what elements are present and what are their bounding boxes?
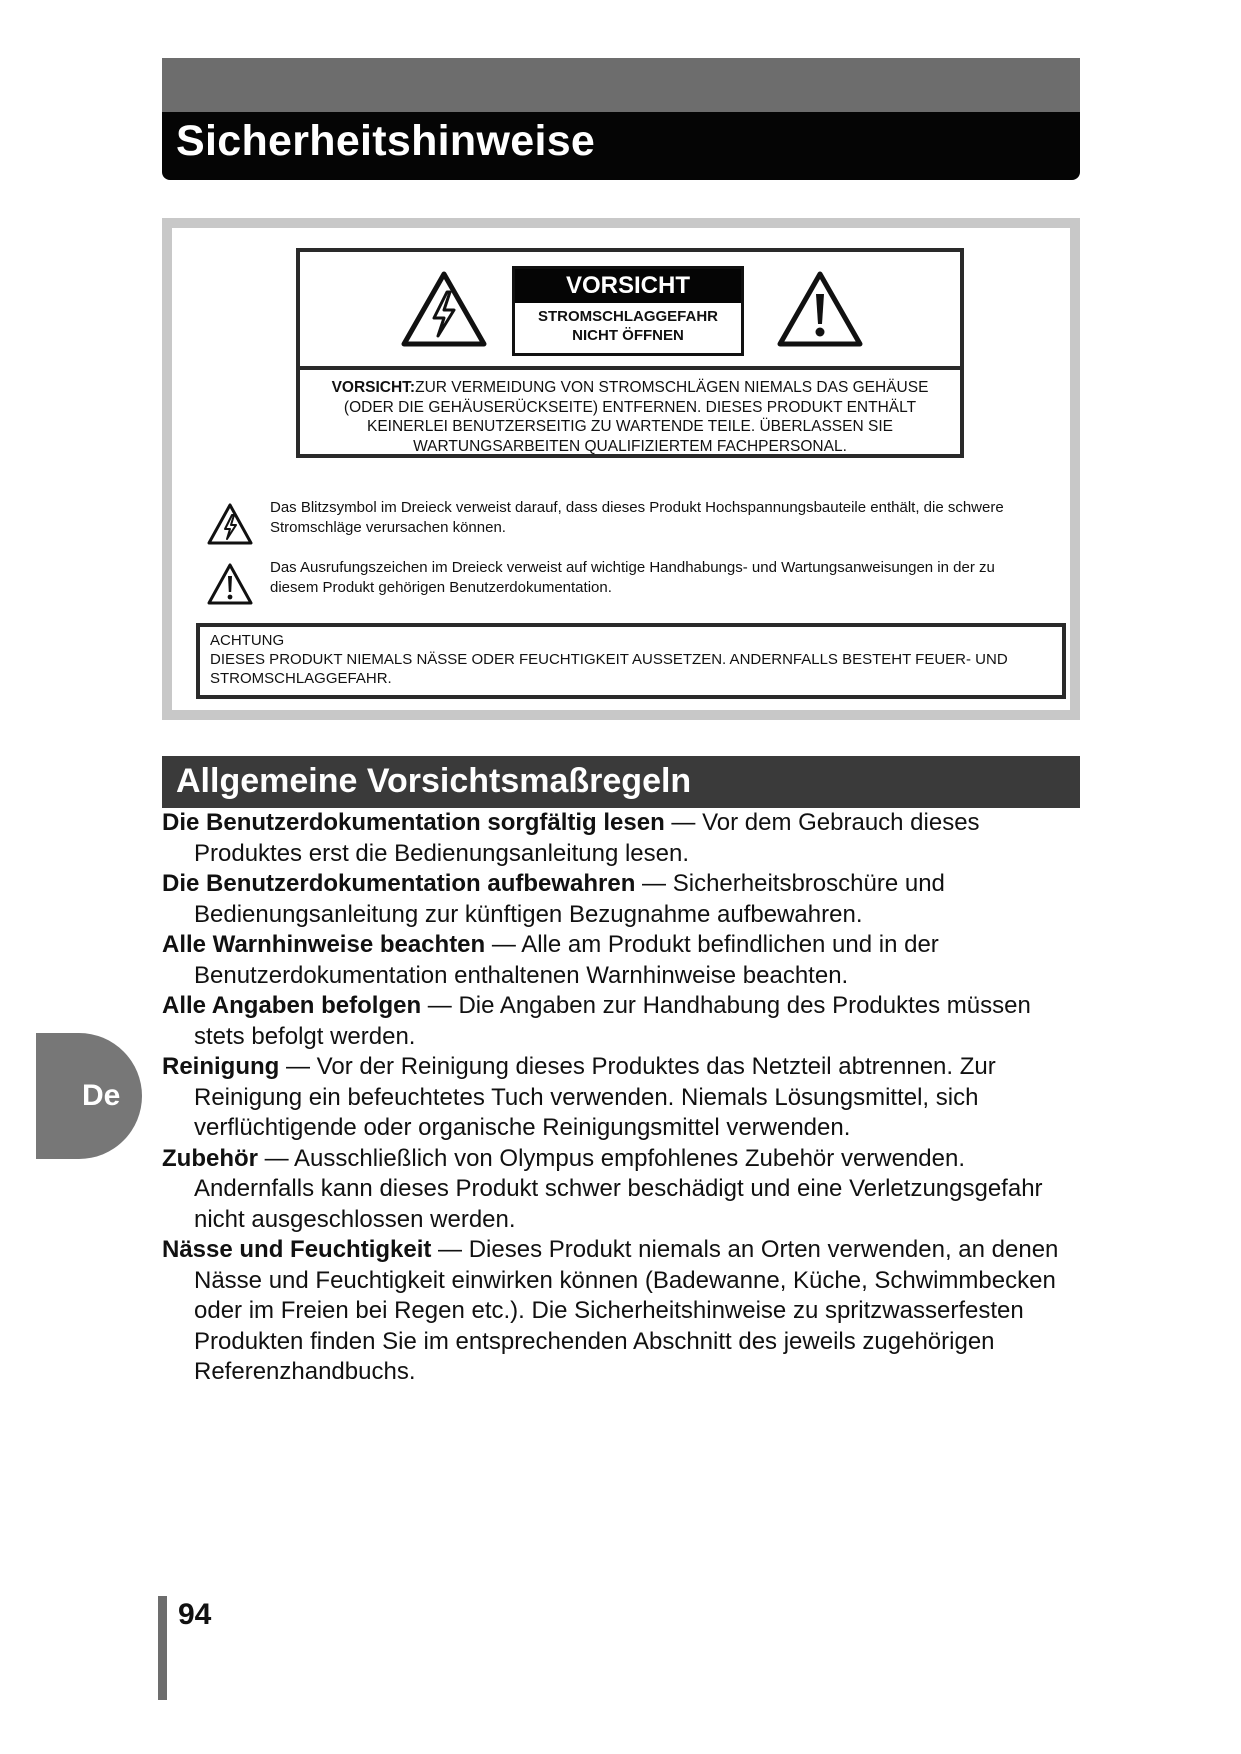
- lightning-explanation-text: Das Blitzsymbol im Dreieck verweist darauf, dass dieses Produkt Hochspannungsbauteile enthält, die schwere Stromschläge verursachen können.: [270, 499, 1004, 536]
- vorsicht-subtitle-line-2: NICHT ÖFFNEN: [572, 327, 684, 344]
- item-text: — Sicherheitsbroschüre und Bedienungsanleitung zur künftigen Bezugnahme aufbewahren.: [194, 870, 945, 928]
- list-item: [162, 869, 1082, 930]
- caution-text: [310, 378, 950, 456]
- section-title: Allgemeine Vorsichtsmaßregeln: [176, 762, 692, 800]
- caution-line-1: [310, 378, 950, 398]
- warning-frame: [162, 218, 1080, 720]
- section-header: [162, 756, 1080, 808]
- item-text: — Vor der Reinigung dieses Produktes das Netzteil abtrennen. Zur Reinigung ein befeuchtetes Tuch verwenden. Niemals Lösungsmittel, sich verflüchtigende oder organische Reinigungsmittel verwenden.: [194, 1053, 996, 1141]
- language-tab: [36, 1033, 142, 1159]
- item-lead: Reinigung: [162, 1053, 280, 1080]
- page-title: Sicherheitshinweise: [176, 117, 596, 165]
- achtung-title: ACHTUNG: [210, 632, 285, 649]
- item-text: — Dieses Produkt niemals an Orten verwenden, an denen Nässe und Feuchtigkeit einwirken können (Badewanne, Küche, Schwimmbecken oder im Freien bei Regen etc.). Die Sicherheitshinweise zu spritzwasserfesten Produkten finden Sie im entsprechenden Abschnitt des jeweils zugehörigen Referenzhandbuchs.: [194, 1236, 1059, 1385]
- caution-box: [296, 248, 964, 458]
- item-text: — Vor dem Gebrauch dieses Produktes erst die Bedienungsanleitung lesen.: [194, 809, 980, 867]
- item-text: — Ausschließlich von Olympus empfohlenes Zubehör verwenden. Andernfalls kann dieses Produkt schwer beschädigt und eine Verletzungsgefahr nicht ausgeschlossen werden.: [194, 1144, 1043, 1233]
- list-item: [162, 1052, 1082, 1144]
- list-item: [162, 808, 1082, 869]
- precautions-list: [162, 808, 1082, 1388]
- caution-lead: VORSICHT:: [331, 379, 416, 396]
- caution-top: [300, 252, 960, 370]
- small-lightning-icon: [206, 502, 254, 546]
- list-item: [162, 930, 1082, 991]
- list-item: [162, 1144, 1082, 1236]
- exclamation-explanation-text: Das Ausrufungszeichen im Dreieck verweist auf wichtige Handhabungs- und Wartungsanweisungen in der zu diesem Produkt gehörigen Benutzerdokumentation.: [270, 559, 995, 596]
- vorsicht-subtitle-line-1: STROMSCHLAGGEFAHR: [538, 308, 718, 325]
- header-gray-band: [162, 58, 1080, 112]
- page-number-bar: [158, 1596, 167, 1700]
- vorsicht-label: [512, 266, 744, 356]
- vorsicht-title: VORSICHT: [515, 269, 741, 303]
- item-lead: Nässe und Feuchtigkeit: [162, 1236, 432, 1263]
- list-item: [162, 991, 1082, 1052]
- list-item: [162, 1235, 1082, 1388]
- vorsicht-subtitle: [515, 303, 741, 345]
- item-lead: Alle Angaben befolgen: [162, 992, 422, 1019]
- caution-line-2: (ODER DIE GEHÄUSERÜCKSEITE) ENTFERNEN. DIESES PRODUKT ENTHÄLT: [343, 398, 917, 416]
- caution-line-1-text: ZUR VERMEIDUNG VON STROMSCHLÄGEN NIEMALS DAS GEHÄUSE: [415, 379, 929, 396]
- language-tab-label: De: [82, 1079, 121, 1112]
- small-exclamation-icon: [206, 562, 254, 606]
- exclamation-warning-icon: [776, 270, 864, 348]
- warning-inner: [172, 228, 1070, 710]
- item-lead: Die Benutzerdokumentation sorgfältig lesen: [162, 809, 665, 836]
- item-text: — Alle am Produkt befindlichen und in der Benutzerdokumentation enthaltenen Warnhinweise beachten.: [194, 931, 939, 989]
- achtung-text: DIESES PRODUKT NIEMALS NÄSSE ODER FEUCHTIGKEIT AUSSETZEN. ANDERNFALLS BESTEHT FEUER- UND STROMSCHLAGGEFAHR.: [210, 651, 1008, 687]
- item-lead: Alle Warnhinweise beachten: [162, 931, 486, 958]
- item-lead: Zubehör: [162, 1144, 258, 1172]
- caution-line-3: KEINERLEI BENUTZERSEITIG ZU WARTENDE TEILE. ÜBERLASSEN SIE: [367, 418, 893, 435]
- achtung-box: [196, 623, 1066, 699]
- item-lead: Die Benutzerdokumentation aufbewahren: [162, 870, 636, 897]
- caution-line-4: WARTUNGSARBEITEN QUALIFIZIERTEM FACHPERSONAL.: [413, 437, 847, 455]
- page-number: 94: [178, 1598, 212, 1631]
- page-header: [162, 58, 1080, 182]
- lightning-warning-icon: [400, 270, 488, 348]
- item-text: — Die Angaben zur Handhabung des Produktes müssen stets befolgt werden.: [194, 992, 1031, 1050]
